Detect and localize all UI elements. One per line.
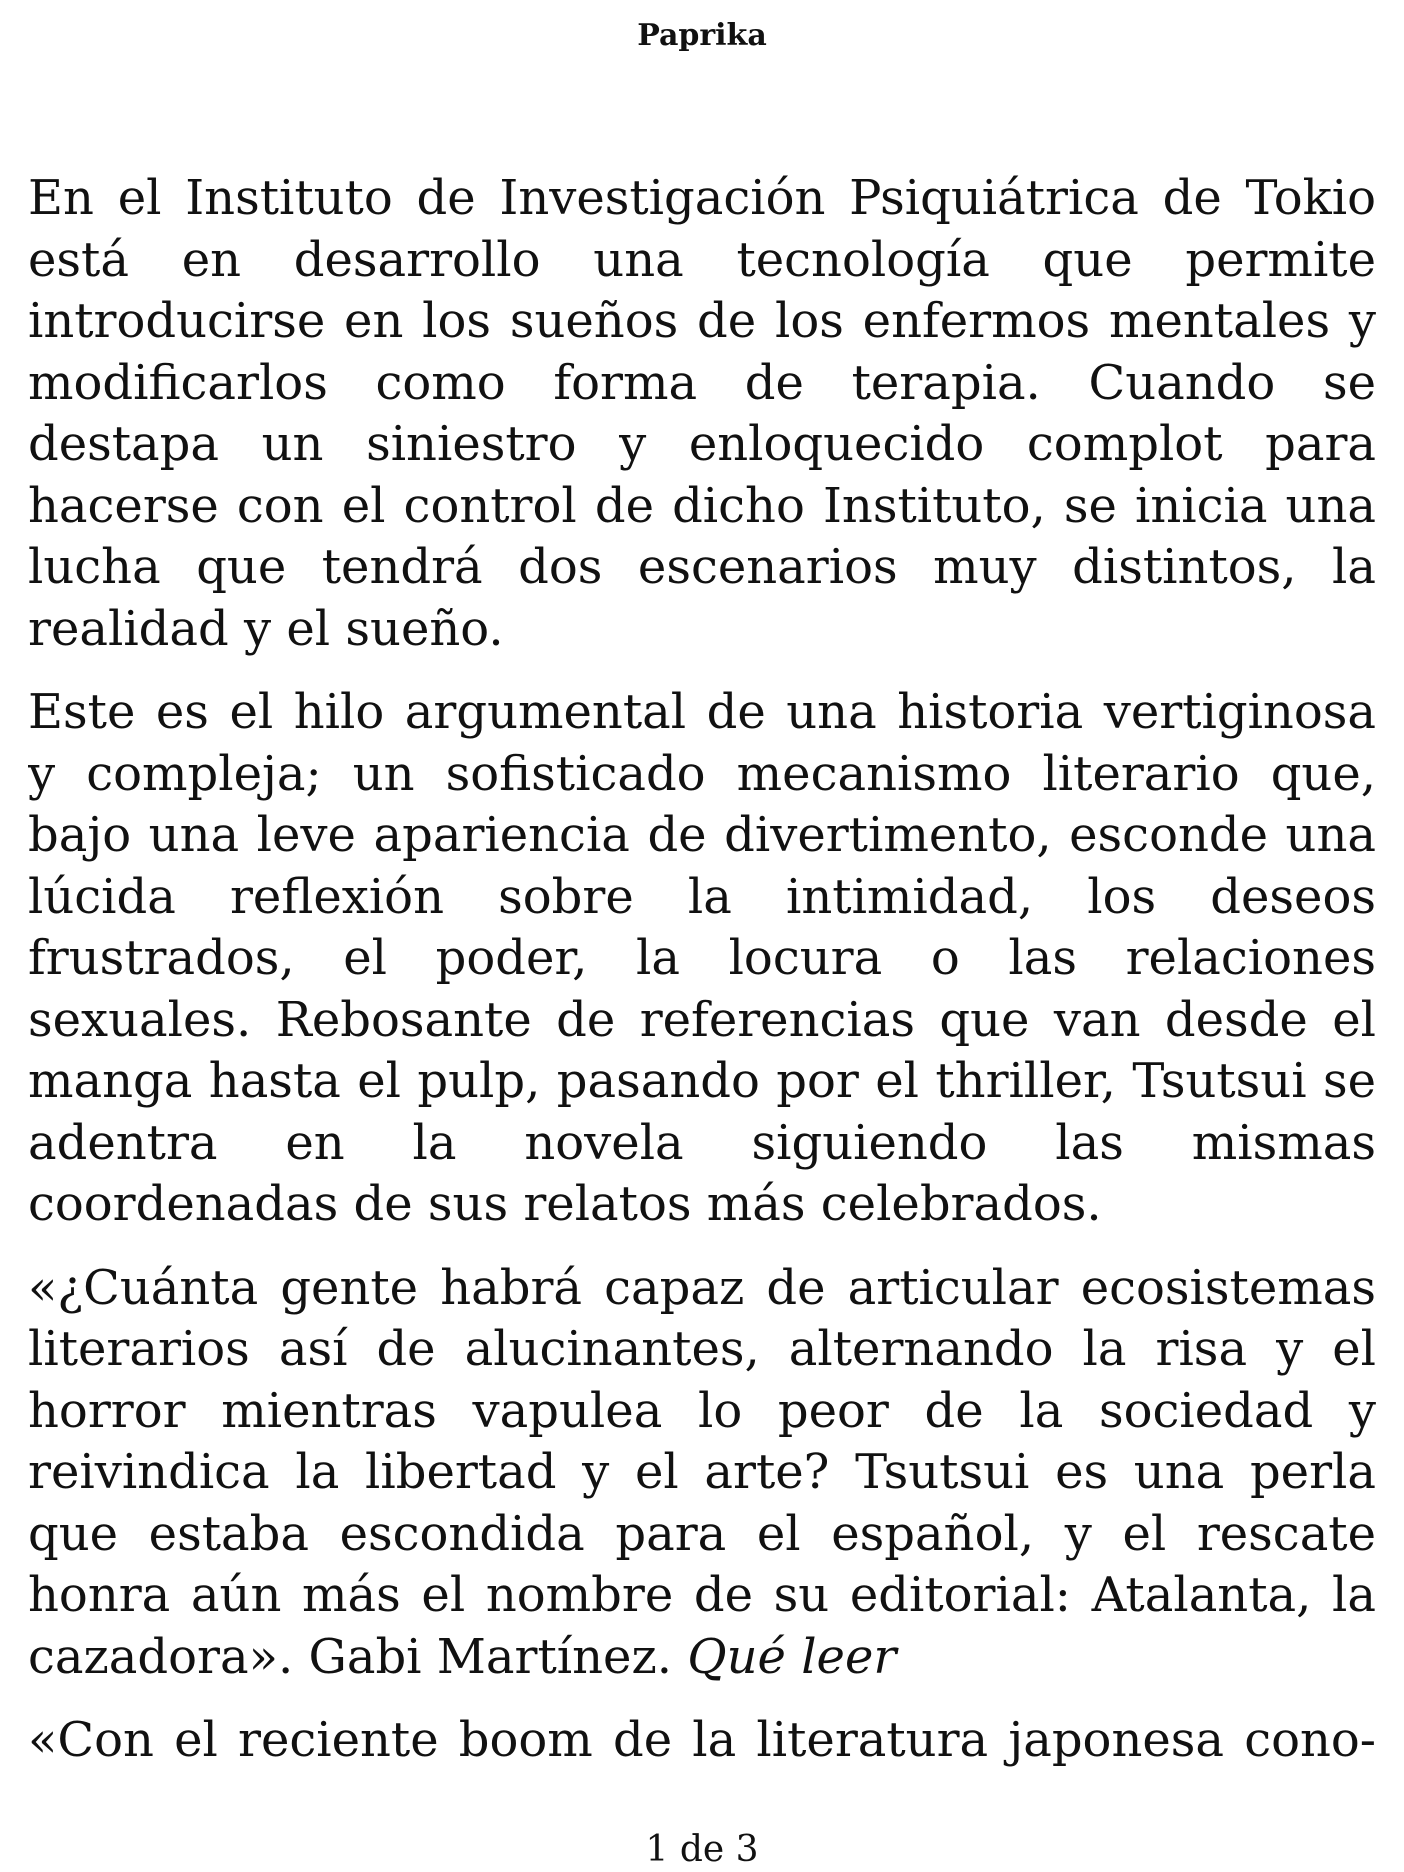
page-indicator: 1 de 3 [645,1829,759,1870]
review-quote-author: Gabi Martínez. [308,1628,672,1685]
review-quote-source: Qué leer [687,1628,897,1685]
paragraph-review-quote [28,1258,1376,1689]
paragraph-next-quote: «Con el reciente boom de la literatura japonesa cono- [28,1712,1376,1768]
paragraph-synopsis: En el Instituto de Investigación Psiquiátrica de Tokio está en desarrollo una tecnología que permite introducirse en los sueños de los enfermos mentales y modificarlos como forma de terapia. Cuando se destapa un siniestro y enloquecido complot para hacerse con el control de dicho Instituto, se inicia una lucha que tendrá dos escenarios muy distintos, la realidad y el sueño. [28,170,1376,657]
paragraph-description: Este es el hilo argumental de una historia vertiginosa y compleja; un sofisticado mecanismo literario que, bajo una leve apariencia de divertimento, esconde una lúcida reflexión sobre la intimidad, los deseos frustrados, el poder, la locura o las relaciones sexuales. Rebosante de referencias que van desde el manga hasta el pulp, pasando por el thriller, Tsutsui se adentra en la novela siguiendo las mismas coordenadas de sus relatos más celebrados. [28,684,1376,1232]
book-title: Paprika [637,18,767,53]
review-quote-text: «¿Cuánta gente habrá capaz de articular ecosistemas literarios así de alucinantes, alternando la risa y el horror mientras vapulea lo peor de la sociedad y reivindica la libertad y el arte? Tsutsui es una perla que estaba escondida para el español, y el rescate honra aún más el nombre de su editorial: Atalanta, la cazadora». [28,1259,1376,1685]
page-content [28,168,1376,1778]
